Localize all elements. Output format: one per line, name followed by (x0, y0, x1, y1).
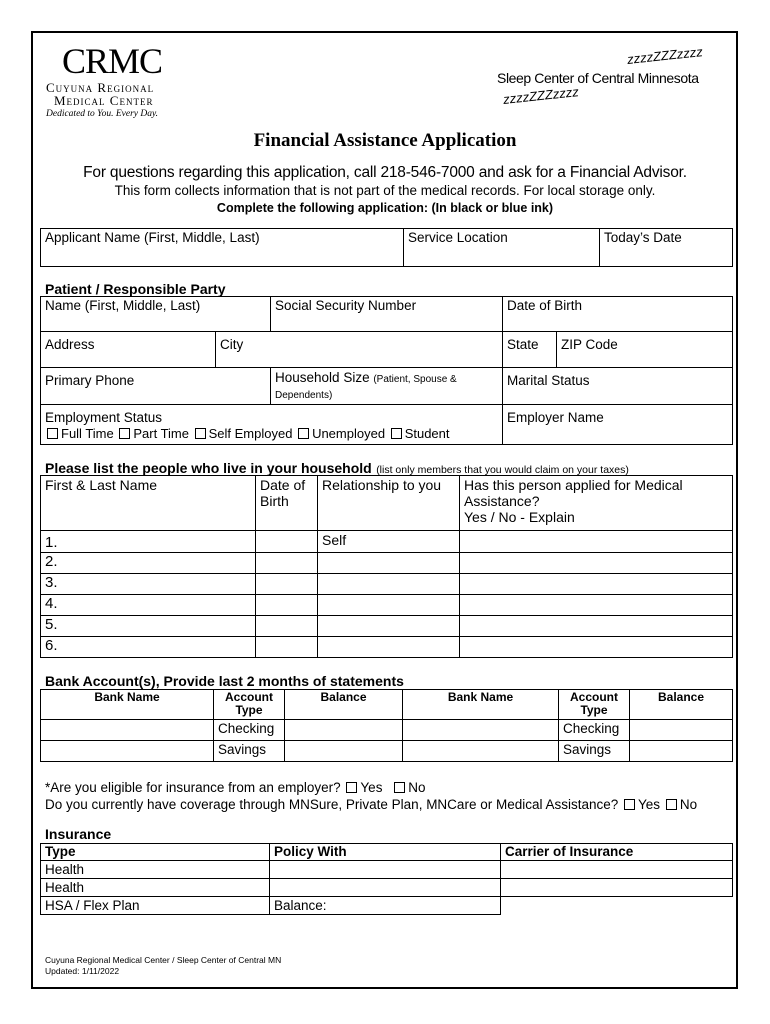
bank-row-1-type: Checking (214, 720, 285, 741)
bank-col-balance-2: Balance (630, 690, 733, 720)
household-row-6-relationship[interactable] (318, 637, 460, 658)
household-col-applied-text: Has this person applied for Medical Assistance? (464, 477, 683, 509)
marital-status-field[interactable]: Marital Status (503, 368, 733, 405)
complete-line: Complete the following application: (In black or blue ink) (216, 201, 554, 215)
bank-row-1-type-2: Checking (559, 720, 630, 741)
bank-heading: Bank Account(s), Provide last 2 months of statements (45, 673, 404, 689)
insurance-row-health-1: Health (41, 861, 270, 879)
bank-row-2-name-2[interactable] (403, 741, 559, 762)
bank-row-2-type-2: Savings (559, 741, 630, 762)
household-row-5-applied[interactable] (460, 616, 733, 637)
phone-field[interactable]: Primary Phone (41, 368, 271, 405)
insurance-row-2-carrier[interactable] (501, 879, 733, 897)
patient-name-field[interactable]: Name (First, Middle, Last) (41, 297, 271, 332)
zzz-bottom: zzzzZZZzzzz (502, 84, 580, 107)
part-time-label: Part Time (133, 426, 189, 441)
employment-status-label: Employment Status (45, 410, 163, 425)
bank-row-2-balance[interactable] (285, 741, 403, 762)
bank-col-type-2: Account Type (559, 690, 630, 720)
insurance-row-hsa: HSA / Flex Plan (41, 897, 270, 915)
q2-no-label: No (679, 797, 698, 812)
household-row-1-relationship[interactable]: Self (318, 531, 460, 553)
bank-col-name-1: Bank Name (41, 690, 214, 720)
insurance-heading: Insurance (45, 826, 112, 842)
patient-table (40, 296, 733, 445)
self-employed-label: Self Employed (208, 426, 293, 441)
household-row-6[interactable]: 6. (41, 637, 256, 658)
household-size-note: (Patient, Spouse & Dependents) (275, 374, 457, 401)
bank-table (40, 689, 733, 762)
student-checkbox[interactable] (391, 428, 402, 439)
insurance-row-3-blank (501, 897, 733, 915)
state-field[interactable]: State (503, 332, 557, 368)
applicant-table (40, 228, 733, 267)
q1-no-checkbox[interactable] (394, 782, 405, 793)
sleep-center-logo: Sleep Center of Central Minnesota (497, 70, 699, 86)
todays-date-field[interactable]: Today’s Date (600, 229, 733, 267)
insurance-col-carrier: Carrier of Insurance (501, 844, 733, 861)
q1-yes-label: Yes (360, 780, 383, 795)
footer-line1: Cuyuna Regional Medical Center / Sleep Center of Central MN (45, 955, 282, 965)
student-label: Student (404, 426, 450, 441)
crmc-logo-text: CRMC (62, 41, 163, 81)
full-time-checkbox[interactable] (47, 428, 58, 439)
bank-col-name-2: Bank Name (403, 690, 559, 720)
address-field[interactable]: Address (41, 332, 216, 368)
household-row-6-dob[interactable] (256, 637, 318, 658)
self-employed-checkbox[interactable] (195, 428, 206, 439)
household-table (40, 475, 733, 658)
full-time-label: Full Time (61, 426, 114, 441)
q2-yes-checkbox[interactable] (624, 799, 635, 810)
household-row-2-relationship[interactable] (318, 553, 460, 574)
household-row-3[interactable]: 3. (41, 574, 256, 595)
zip-field[interactable]: ZIP Code (557, 332, 733, 368)
part-time-checkbox[interactable] (119, 428, 130, 439)
household-col-relationship: Relationship to you (318, 476, 460, 531)
patient-heading: Patient / Responsible Party (45, 281, 226, 297)
insurance-col-type: Type (41, 844, 270, 861)
household-size-field[interactable] (271, 368, 503, 405)
bank-row-2-name[interactable] (41, 741, 214, 762)
bank-row-2-type: Savings (214, 741, 285, 762)
bank-col-type-1: Account Type (214, 690, 285, 720)
question-line: For questions regarding this application, call 218-546-7000 and ask for a Financial Advisor. (83, 164, 687, 181)
footer-line2: Updated: 1/11/2022 (45, 966, 120, 976)
bank-row-1-name[interactable] (41, 720, 214, 741)
household-col-applied-sub: Yes / No - Explain (464, 509, 575, 525)
employer-name-field[interactable]: Employer Name (503, 405, 733, 445)
bank-row-1-balance-2[interactable] (630, 720, 733, 741)
crmc-logo-line1: Cuyuna Regional (46, 80, 155, 95)
ssn-field[interactable]: Social Security Number (271, 297, 503, 332)
household-row-4[interactable]: 4. (41, 595, 256, 616)
household-row-5-dob[interactable] (256, 616, 318, 637)
household-row-3-applied[interactable] (460, 574, 733, 595)
household-col-applied (460, 476, 733, 531)
unemployed-checkbox[interactable] (298, 428, 309, 439)
applicant-name-field[interactable]: Applicant Name (First, Middle, Last) (41, 229, 404, 267)
household-row-4-relationship[interactable] (318, 595, 460, 616)
eligibility-q2 (45, 797, 697, 812)
bank-row-2-balance-2[interactable] (630, 741, 733, 762)
insurance-row-3-balance[interactable]: Balance: (270, 897, 501, 915)
dob-field[interactable]: Date of Birth (503, 297, 733, 332)
crmc-tagline: Dedicated to You. Every Day. (46, 109, 159, 119)
household-col-dob: Date of Birth (256, 476, 318, 531)
q1-yes-checkbox[interactable] (346, 782, 357, 793)
eligibility-q2-text: Do you currently have coverage through MNSure, Private Plan, MNCare or Medical Assistance? (45, 797, 619, 812)
q1-no-label: No (408, 780, 426, 795)
household-row-3-dob[interactable] (256, 574, 318, 595)
unemployed-label: Unemployed (312, 426, 386, 441)
q2-no-checkbox[interactable] (666, 799, 677, 810)
household-row-3-relationship[interactable] (318, 574, 460, 595)
insurance-row-1-policy[interactable] (270, 861, 501, 879)
form-title: Financial Assistance Application (253, 130, 517, 151)
household-row-5-relationship[interactable] (318, 616, 460, 637)
household-row-1-dob[interactable] (256, 531, 318, 553)
bank-row-1-balance[interactable] (285, 720, 403, 741)
household-row-1-applied[interactable] (460, 531, 733, 553)
service-location-field[interactable]: Service Location (404, 229, 600, 267)
household-row-1[interactable]: 1. (41, 531, 256, 553)
household-row-4-applied[interactable] (460, 595, 733, 616)
insurance-table (40, 843, 733, 915)
employment-status-field (41, 405, 503, 445)
insurance-row-2-policy[interactable] (270, 879, 501, 897)
zzz-top: zzzzZZZzzzz (626, 44, 704, 67)
household-row-2[interactable]: 2. (41, 553, 256, 574)
household-row-5[interactable]: 5. (41, 616, 256, 637)
bank-col-balance-1: Balance (285, 690, 403, 720)
insurance-row-health-2: Health (41, 879, 270, 897)
eligibility-q1 (45, 780, 425, 795)
q2-yes-label: Yes (638, 797, 661, 812)
insurance-col-policy: Policy With (270, 844, 501, 861)
bank-row-1-name-2[interactable] (403, 720, 559, 741)
household-row-4-dob[interactable] (256, 595, 318, 616)
household-col-name: First & Last Name (41, 476, 256, 531)
city-field[interactable]: City (216, 332, 503, 368)
household-size-label: Household Size (275, 370, 370, 385)
household-row-2-applied[interactable] (460, 553, 733, 574)
insurance-row-1-carrier[interactable] (501, 861, 733, 879)
household-row-6-applied[interactable] (460, 637, 733, 658)
household-heading-text: Please list the people who live in your household (45, 460, 372, 476)
crmc-logo-line2: Medical Center (54, 93, 154, 108)
household-heading-note: (list only members that you would claim on your taxes) (376, 464, 629, 476)
household-row-2-dob[interactable] (256, 553, 318, 574)
info-line: This form collects information that is not part of the medical records. For local storage only. (114, 183, 656, 198)
eligibility-q1-text: *Are you eligible for insurance from an employer? (45, 780, 341, 795)
